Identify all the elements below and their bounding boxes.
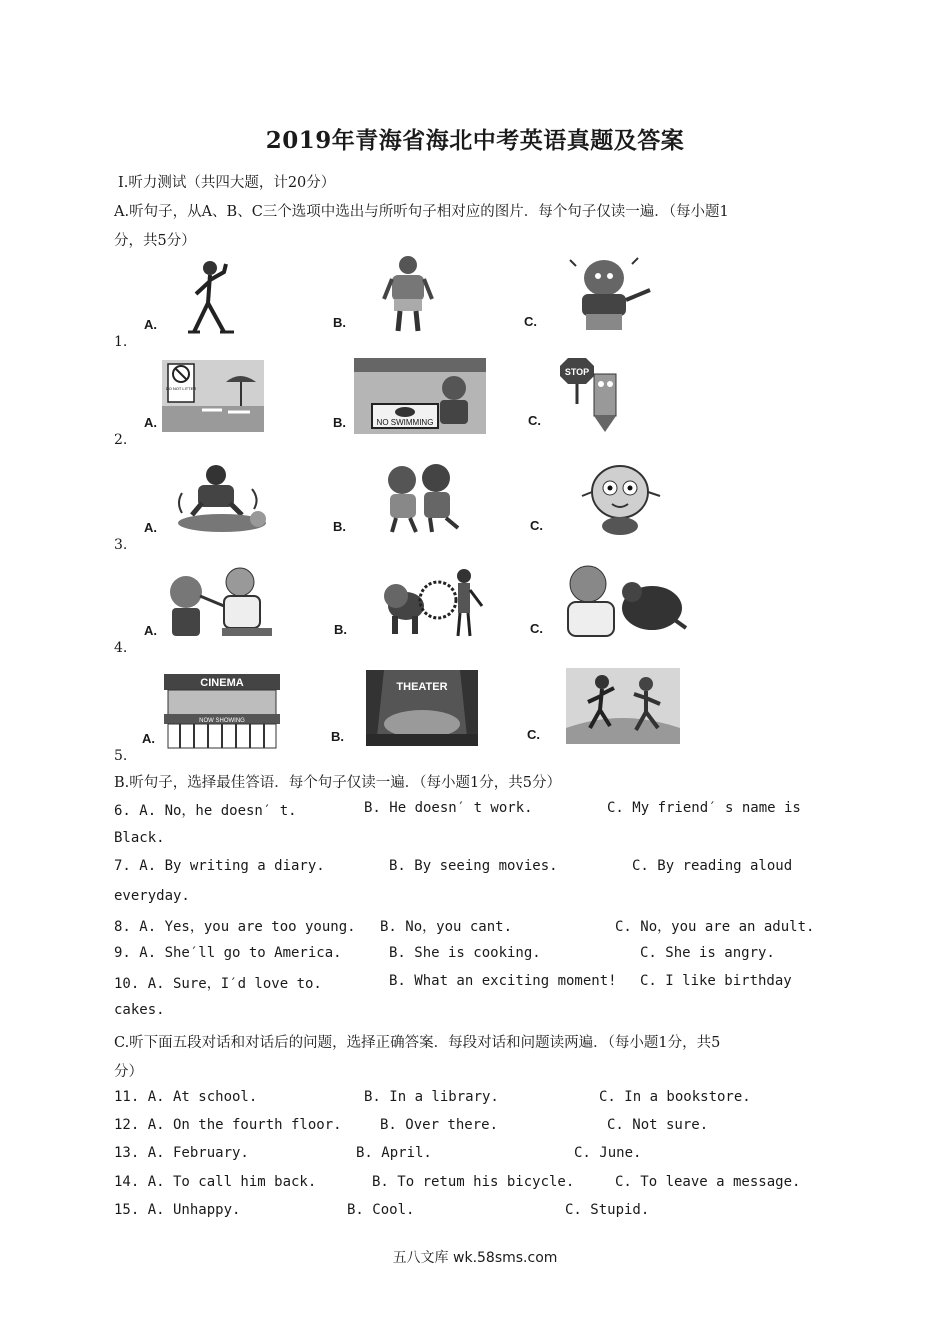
q10-option-c-cont: cakes.: [114, 1002, 165, 1018]
q12-option-a: 12. A. On the fourth floor.: [114, 1117, 342, 1133]
option-label: A.: [144, 317, 157, 332]
q7-option-c-cont: everyday.: [114, 888, 190, 904]
q7-option-a: 7. A. By writing a diary.: [114, 858, 325, 874]
q14-option-a: 14. A. To call him back.: [114, 1174, 317, 1190]
q9-option-b: B. She is cooking.: [389, 945, 541, 961]
part-c-instruction-2: 分）: [114, 1064, 143, 1080]
option-label: B.: [331, 729, 344, 744]
q11-option-c: C. In a bookstore.: [599, 1089, 751, 1105]
q8-option-a: 8. A. Yes，you are too young.: [114, 919, 356, 935]
first-aid-picture: [162, 463, 270, 535]
option-label: B.: [333, 519, 346, 534]
running-people-picture: [566, 668, 680, 744]
stop-sign-text: STOP: [564, 367, 590, 377]
baby-face-picture: [576, 462, 668, 538]
option-label: C.: [528, 413, 541, 428]
no-litter-sign-text: DO NOT LITTER: [165, 386, 197, 391]
option-label: A.: [142, 731, 155, 746]
part-b-instruction: B.听句子，选择最佳答语．每个句子仅读一遍．（每小题1分，共5分）: [114, 775, 561, 791]
q6-option-a: 6. A. No，he doesn′ t.: [114, 803, 297, 819]
q6-option-b: B. He doesn′ t work.: [364, 800, 533, 816]
doctor-patient-picture: [164, 566, 278, 640]
q15-option-c: C. Stupid.: [565, 1202, 650, 1218]
question-number: 5.: [114, 748, 128, 764]
q13-option-c: C. June.: [574, 1145, 642, 1161]
footer-watermark: 五八文库 wk.58sms.com: [392, 1250, 558, 1266]
q12-option-c: C. Not sure.: [607, 1117, 709, 1133]
q6-option-c: C. My friend′ s name is: [607, 800, 801, 816]
cinema-sign-text: CINEMA: [200, 677, 244, 689]
option-label: C.: [524, 314, 537, 329]
q9-option-c: C. She is angry.: [640, 945, 775, 961]
q10-option-c: C. I like birthday: [640, 973, 792, 989]
option-label: B.: [334, 622, 347, 637]
option-label: B.: [333, 315, 346, 330]
option-label: A.: [144, 623, 157, 638]
part-a-instruction-1: A.听句子，从A、B、C三个选项中选出与所听句子相对应的图片．每个句子仅读一遍．（每小题1: [114, 204, 729, 220]
q13-option-b: B. April.: [356, 1145, 432, 1161]
now-showing-text: NOW SHOWING: [199, 718, 245, 724]
q15-option-a: 15. A. Unhappy.: [114, 1202, 241, 1218]
cinema-picture: [160, 670, 284, 750]
no-swimming-sign-text: NO SWIMMING: [376, 418, 434, 427]
q15-option-b: B. Cool.: [347, 1202, 415, 1218]
theater-picture: [366, 670, 478, 746]
q10-option-b: B. What an exciting moment!: [389, 973, 617, 989]
q8-option-c: C. No，you are an adult.: [615, 919, 815, 935]
stop-sign-pencil-picture: [560, 356, 626, 436]
option-label: C.: [527, 727, 540, 742]
option-label: C.: [530, 621, 543, 636]
q9-option-a: 9. A. She′ll go to America.: [114, 945, 342, 961]
question-number: 2.: [114, 432, 128, 448]
q13-option-a: 13. A. February.: [114, 1145, 249, 1161]
option-label: C.: [530, 518, 543, 533]
walking-man-picture: [180, 258, 240, 338]
no-swimming-sign-picture: [354, 358, 486, 434]
q12-option-b: B. Over there.: [380, 1117, 499, 1133]
section-heading: Ⅰ.听力测试（共四大题，计20分）: [118, 175, 336, 191]
question-number: 1.: [114, 334, 128, 350]
q11-option-a: 11. A. At school.: [114, 1089, 258, 1105]
option-label: A.: [144, 520, 157, 535]
tired-boy-picture: [566, 256, 656, 332]
question-number: 4.: [114, 640, 128, 656]
q7-option-b: B. By seeing movies.: [389, 858, 558, 874]
vet-dog-picture: [562, 562, 690, 640]
standing-boy-picture: [378, 255, 438, 335]
q10-option-a: 10. A. Sure，I′d love to.: [114, 976, 322, 992]
part-a-instruction-2: 分，共5分）: [114, 233, 196, 249]
two-boys-picture: [376, 462, 468, 534]
q6-option-c-cont: Black.: [114, 830, 165, 846]
q14-option-c: C. To leave a message.: [615, 1174, 801, 1190]
option-label: B.: [333, 415, 346, 430]
circus-lion-picture: [378, 566, 486, 640]
q8-option-b: B. No，you cant.: [380, 919, 513, 935]
theater-sign-text: THEATER: [396, 681, 448, 693]
page-title: 2019年青海省海北中考英语真题及答案: [265, 127, 685, 154]
question-number: 3.: [114, 537, 128, 553]
beach-sign-picture: [162, 360, 264, 432]
q7-option-c: C. By reading aloud: [632, 858, 793, 874]
option-label: A.: [144, 415, 157, 430]
q11-option-b: B. In a library.: [364, 1089, 499, 1105]
part-c-instruction-1: C.听下面五段对话和对话后的问题，选择正确答案．每段对话和问题读两遍．（每小题1分，共5: [114, 1035, 721, 1051]
q14-option-b: B. To retum his bicycle.: [372, 1174, 575, 1190]
